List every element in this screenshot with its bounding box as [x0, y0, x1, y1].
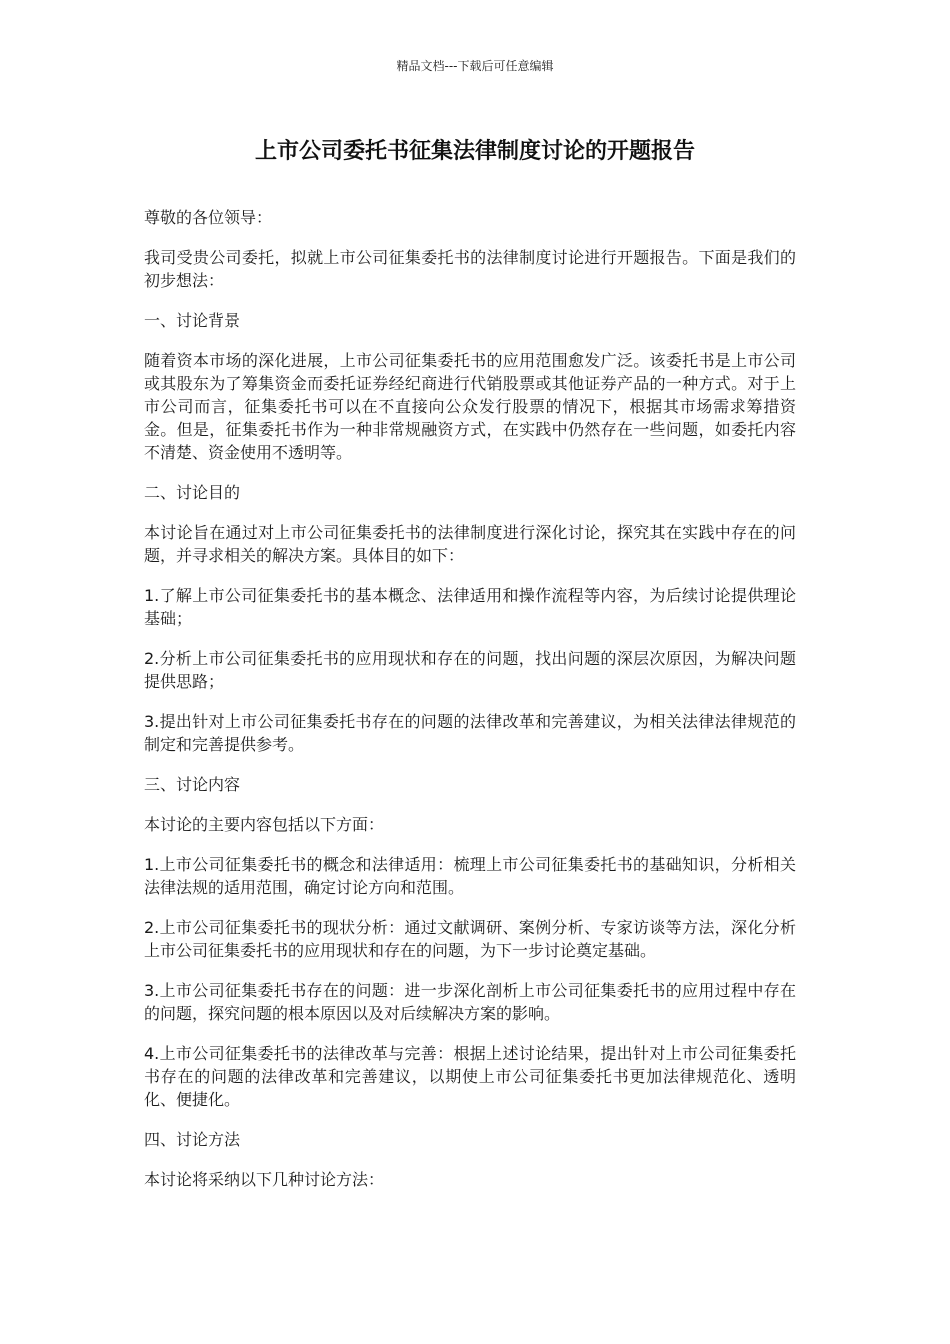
section-heading-background: 一、讨论背景 [144, 311, 241, 330]
section-heading-content: 三、讨论内容 [144, 775, 241, 794]
method-paragraph: 本讨论将采纳以下几种讨论方法： [144, 1170, 385, 1189]
content-item-1: 1.上市公司征集委托书的概念和法律适用：梳理上市公司征集委托书的基础知识，分析相关法律法规的适用范围，确定讨论方向和范围。 [144, 855, 796, 897]
intro-paragraph: 我司受贵公司委托，拟就上市公司征集委托书的法律制度讨论进行开题报告。下面是我们的初步想法： [144, 248, 796, 290]
purpose-item-1: 1.了解上市公司征集委托书的基本概念、法律适用和操作流程等内容，为后续讨论提供理论基础； [144, 586, 796, 628]
purpose-item-2: 2.分析上市公司征集委托书的应用现状和存在的问题，找出问题的深层次原因，为解决问题提供思路； [144, 649, 796, 691]
content-item-3: 3.上市公司征集委托书存在的问题：进一步深化剖析上市公司征集委托书的应用过程中存在的问题，探究问题的根本原因以及对后续解决方案的影响。 [144, 981, 796, 1023]
section-heading-method: 四、讨论方法 [144, 1130, 241, 1149]
salutation: 尊敬的各位领导： [144, 208, 273, 227]
document-title: 上市公司委托书征集法律制度讨论的开题报告 [254, 139, 695, 164]
document-body [144, 206, 796, 1208]
content-item-4: 4.上市公司征集委托书的法律改革与完善：根据上述讨论结果，提出针对上市公司征集委托书存在的问题的法律改革和完善建议，以期使上市公司征集委托书更加法律规范化、透明化、便捷化。 [144, 1044, 796, 1109]
content-paragraph: 本讨论的主要内容包括以下方面： [144, 815, 385, 834]
purpose-paragraph: 本讨论旨在通过对上市公司征集委托书的法律制度进行深化讨论，探究其在实践中存在的问题，并寻求相关的解决方案。具体目的如下： [144, 523, 796, 565]
purpose-item-3: 3.提出针对上市公司征集委托书存在的问题的法律改革和完善建议，为相关法律法律规范的制定和完善提供参考。 [144, 712, 796, 754]
section-heading-purpose: 二、讨论目的 [144, 483, 241, 502]
background-paragraph: 随着资本市场的深化进展，上市公司征集委托书的应用范围愈发广泛。该委托书是上市公司或其股东为了筹集资金而委托证券经纪商进行代销股票或其他证券产品的一种方式。对于上市公司而言，征集委托书可以在不直接向公众发行股票的情况下，根据其市场需求筹措资金。但是，征集委托书作为一种非常规融资方式，在实践中仍然存在一些问题，如委托内容不清楚、资金使用不透明等。 [144, 351, 796, 462]
header-note: 精品文档---下载后可任意编辑 [396, 59, 554, 73]
content-item-2: 2.上市公司征集委托书的现状分析：通过文献调研、案例分析、专家访谈等方法，深化分析上市公司征集委托书的应用现状和存在的问题，为下一步讨论奠定基础。 [144, 918, 796, 960]
